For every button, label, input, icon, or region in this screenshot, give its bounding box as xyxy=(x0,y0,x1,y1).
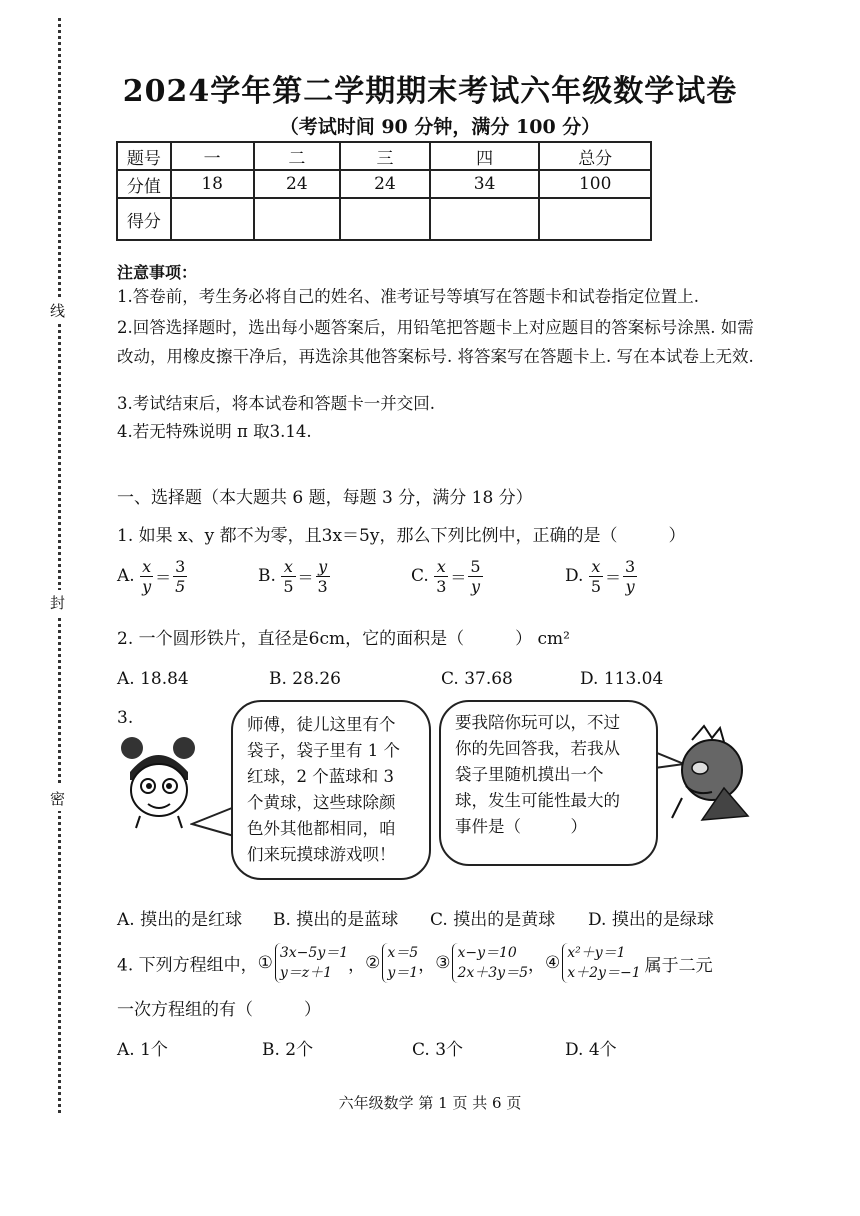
value-cell: 24 xyxy=(340,170,430,198)
header-cell: 三 xyxy=(340,142,430,170)
q3-option-b[interactable]: B. 摸出的是蓝球 xyxy=(273,910,399,930)
q1-option-a[interactable]: A. $\frac{x}{y}$ ＝ $\frac{3}{5}$ xyxy=(117,557,186,596)
bubble-line: 红球，2 个蓝球和 3 xyxy=(247,767,394,786)
option-label: B. xyxy=(258,566,276,586)
fraction: $\frac{3}{5}$ xyxy=(175,557,186,596)
value-cell: 100 xyxy=(539,170,651,198)
header-cell: 四 xyxy=(430,142,540,170)
left-speech-bubble xyxy=(231,700,431,880)
equation-system-1: 3x−5y＝1 y＝z＋1 xyxy=(275,943,348,983)
q3-option-d[interactable]: D. 摸出的是绿球 xyxy=(588,910,714,930)
bubble-line: 袋子，袋子里有 1 个 xyxy=(247,741,400,760)
notes-heading: 注意事项： xyxy=(117,263,198,282)
bubble-line: 个黄球，这些球除颜 xyxy=(247,793,396,812)
side-label-xian: 线 xyxy=(50,298,65,323)
score-input-cell[interactable] xyxy=(340,198,430,240)
fraction: $\frac{5}{y}$ xyxy=(470,557,481,596)
note-item: 3.考试结束后，将本试卷和答题卡一并交回. xyxy=(117,394,435,413)
header-cell: 总分 xyxy=(539,142,651,170)
header-cell: 一 xyxy=(171,142,254,170)
q4-option-a[interactable]: A. 1个 xyxy=(117,1040,168,1060)
bubble-line: 们来玩摸球游戏呗！ xyxy=(247,845,396,864)
side-label-feng: 封 xyxy=(50,590,65,615)
question-3-number: 3. xyxy=(117,708,134,728)
section-one-heading: 一、选择题（本大题共 6 题，每题 3 分，满分 18 分） xyxy=(117,488,533,508)
q2-option-b[interactable]: B. 28.26 xyxy=(269,669,341,689)
exam-subtitle: （考试时间 90 分钟，满分 100 分） xyxy=(279,116,601,138)
note-item: 4.若无特殊说明 π 取3.14. xyxy=(117,422,312,441)
score-table xyxy=(116,141,652,241)
equation-system-2: x＝5 y＝1 xyxy=(382,943,418,983)
score-table-header-row xyxy=(117,142,651,170)
score-input-cell[interactable] xyxy=(171,198,254,240)
note-item: 2.回答选择题时，选出每小题答案后，用铅笔把答题卡上对应题目的答案标号涂黑. 如需改动，用橡皮擦干净后，再选涂其他答案标号. 将答案写在答题卡上. 写在本试卷上无效. xyxy=(117,318,754,366)
note-item: 1.答卷前，考生务必将自己的姓名、准考证号等填写在答题卡和试卷指定位置上. xyxy=(117,287,699,306)
q4-option-b[interactable]: B. 2个 xyxy=(262,1040,314,1060)
binding-dotted-line xyxy=(58,18,61,1113)
value-cell: 18 xyxy=(171,170,254,198)
q1-option-b[interactable]: B. $\frac{x}{5}$ ＝ $\frac{y}{3}$ xyxy=(258,557,328,596)
apprentice-cartoon-image xyxy=(118,728,200,830)
side-label-mi: 密 xyxy=(50,786,65,811)
bubble-line: 你的先回答我，若我从 xyxy=(455,739,620,758)
equation-system-4: x²＋y＝1 x＋2y＝−1 xyxy=(562,943,640,983)
score-table-score-row xyxy=(117,198,651,240)
option-label: A. xyxy=(117,566,135,586)
q1-option-d[interactable]: D. $\frac{x}{5}$ ＝ $\frac{3}{y}$ xyxy=(565,557,636,596)
score-input-cell[interactable] xyxy=(539,198,651,240)
q4-option-c[interactable]: C. 3个 xyxy=(412,1040,464,1060)
bubble-line: 袋子里随机摸出一个 xyxy=(455,765,604,784)
bubble-line: 师傅，徒儿这里有个 xyxy=(247,715,396,734)
score-table-value-row xyxy=(117,170,651,198)
equation-system-3: x−y＝10 2x＋3y＝5 xyxy=(452,943,528,983)
fraction: $\frac{x}{y}$ xyxy=(142,557,152,596)
header-cell: 题号 xyxy=(117,142,171,170)
q2-option-c[interactable]: C. 37.68 xyxy=(441,669,513,689)
fraction: $\frac{x}{5}$ xyxy=(283,557,294,596)
value-cell: 24 xyxy=(254,170,341,198)
page-footer: 六年级数学 第 1 页 共 6 页 xyxy=(338,1094,522,1112)
bubble-line: 色外其他都相同，咱 xyxy=(247,819,396,838)
value-cell: 分值 xyxy=(117,170,171,198)
bubble-line: 事件是（ ） xyxy=(455,817,587,836)
header-cell: 二 xyxy=(254,142,341,170)
q2-option-d[interactable]: D. 113.04 xyxy=(580,669,664,689)
score-input-cell[interactable] xyxy=(254,198,341,240)
q3-option-a[interactable]: A. 摸出的是红球 xyxy=(117,910,243,930)
question-4-stem: 4. 下列方程组中，① 3x−5y＝1 y＝z＋1 ，② x＝5 y＝1 ，③ x−y＝10 2x＋3y＝5 ，④ x²＋y＝1 x＋2y＝−1 属于二元 xyxy=(117,945,713,981)
option-label: C. xyxy=(411,566,429,586)
q2-option-a[interactable]: A. 18.84 xyxy=(117,669,189,689)
score-input-cell[interactable] xyxy=(430,198,540,240)
right-speech-bubble xyxy=(439,700,658,866)
q3-option-c[interactable]: C. 摸出的是黄球 xyxy=(430,910,556,930)
exam-title: 2024学年第二学期期末考试六年级数学试卷 xyxy=(122,74,738,109)
master-cartoon-image xyxy=(662,722,754,822)
q4-option-d[interactable]: D. 4个 xyxy=(565,1040,617,1060)
question-1-stem: 1. 如果 x、y 都不为零，且3x＝5y，那么下列比例中，正确的是（ ） xyxy=(117,526,686,546)
bubble-line: 球，发生可能性最大的 xyxy=(455,791,620,810)
fraction: $\frac{x}{5}$ xyxy=(590,557,602,596)
fraction: $\frac{x}{3}$ xyxy=(436,557,447,596)
q1-option-c[interactable]: C. $\frac{x}{3}$ ＝ $\frac{5}{y}$ xyxy=(411,557,481,596)
value-cell: 34 xyxy=(430,170,540,198)
fraction: $\frac{3}{y}$ xyxy=(625,557,636,596)
fraction: $\frac{y}{3}$ xyxy=(317,557,328,596)
score-label-cell: 得分 xyxy=(117,198,171,240)
option-label: D. xyxy=(565,566,584,586)
question-2-stem: 2. 一个圆形铁片，直径是6cm，它的面积是（ ） cm² xyxy=(117,629,570,649)
question-4-stem-line2: 一次方程组的有（ ） xyxy=(117,1000,321,1020)
bubble-line: 要我陪你玩可以，不过 xyxy=(455,713,620,732)
